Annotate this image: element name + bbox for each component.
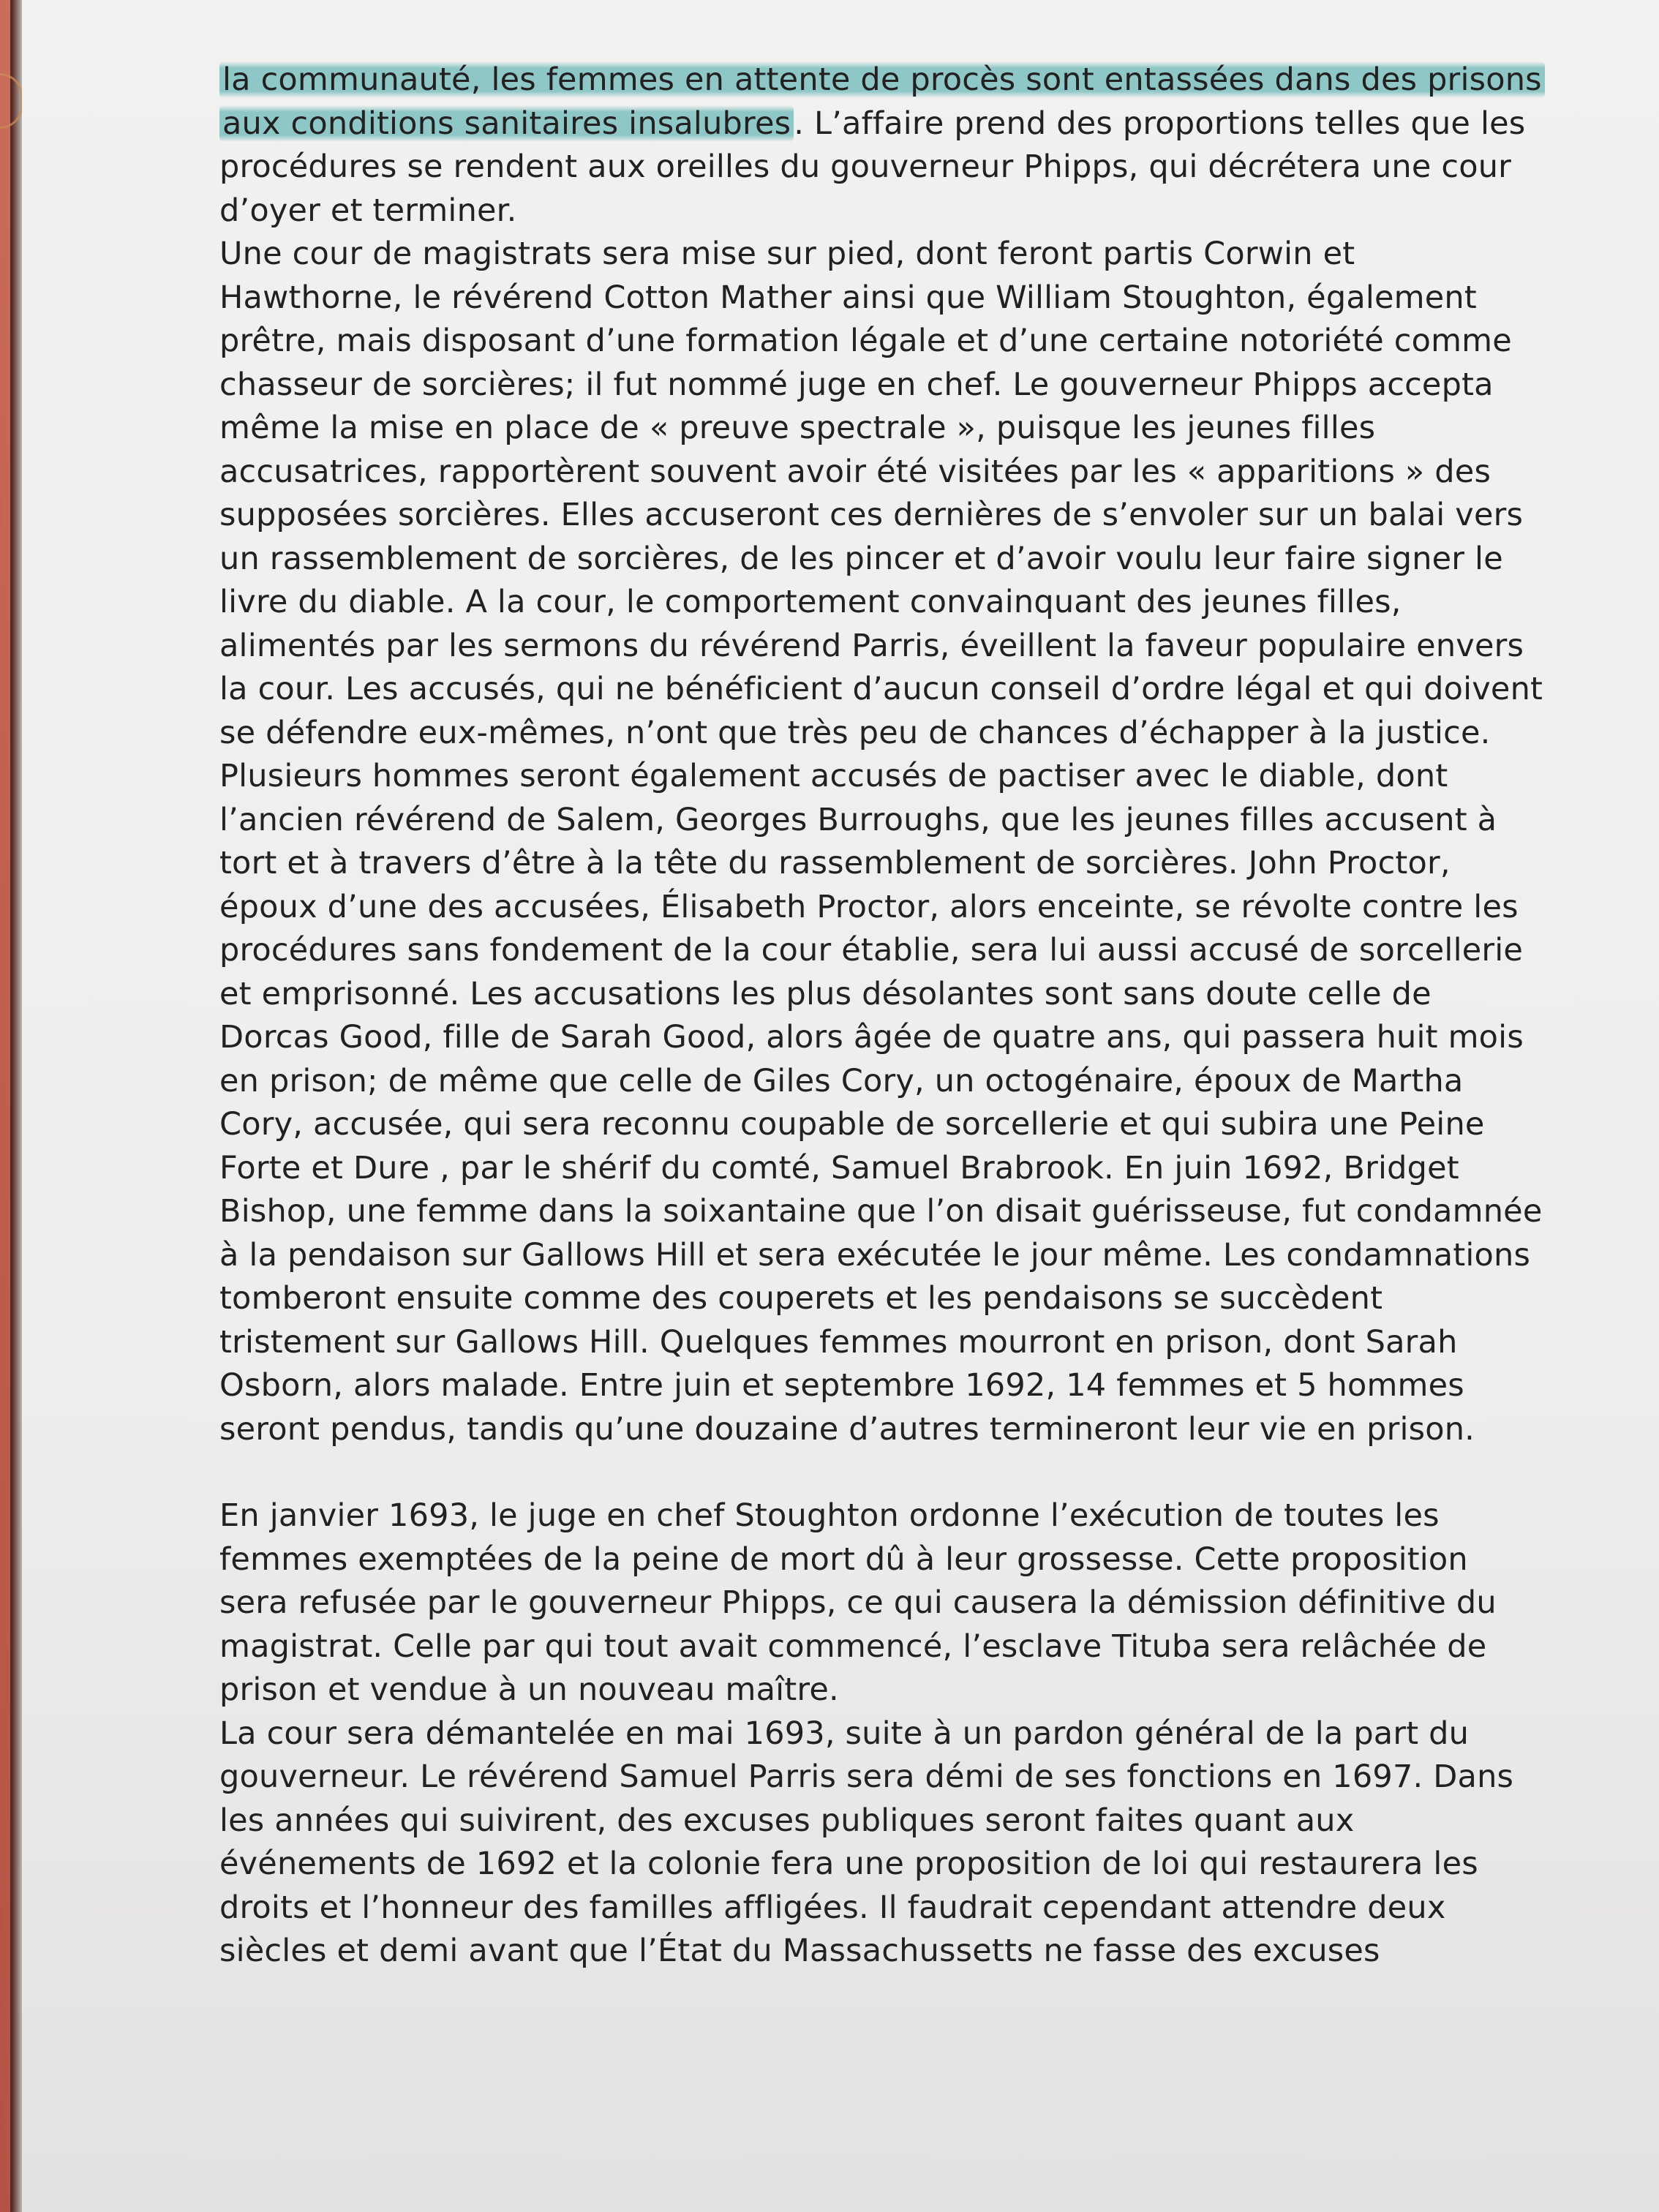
text-segment: chasseur de sorcières; il fut nommé juge en chef. Le gouverneur Phipps accepta	[219, 366, 1494, 403]
text-segment: Hawthorne, le révérend Cotton Mather ainsi que William Stoughton, également	[219, 279, 1477, 316]
paragraph	[219, 1712, 1609, 1974]
highlighted-text: aux conditions sanitaires insalubres	[219, 105, 794, 142]
text-line	[219, 538, 1609, 582]
text-line	[219, 842, 1609, 886]
text-segment: livre du diable. A la cour, le comportement convainquant des jeunes filles,	[219, 584, 1402, 620]
text-segment: gouverneur. Le révérend Samuel Parris sera démi de ses fonctions en 1697. Dans	[219, 1758, 1514, 1795]
text-line	[219, 146, 1609, 189]
text-line	[219, 102, 1609, 146]
text-segment: sera refusée par le gouverneur Phipps, ce qui causera la démission définitive du	[219, 1584, 1497, 1621]
text-line	[219, 407, 1609, 451]
text-segment: supposées sorcières. Elles accuseront ces dernières de s’envoler sur un balai vers	[219, 497, 1524, 533]
text-line	[219, 625, 1609, 669]
text-line	[219, 189, 1609, 233]
text-segment: Osborn, alors malade. Entre juin et septembre 1692, 14 femmes et 5 hommes	[219, 1367, 1464, 1404]
text-segment: Une cour de magistrats sera mise sur pied, dont feront partis Corwin et	[219, 236, 1355, 272]
text-segment: alimentés par les sermons du révérend Parris, éveillent la faveur populaire envers	[219, 627, 1524, 664]
text-line	[219, 1147, 1609, 1191]
text-line	[219, 973, 1609, 1017]
text-segment: à la pendaison sur Gallows Hill et sera exécutée le jour même. Les condamnations	[219, 1236, 1531, 1274]
text-segment: En janvier 1693, le juge en chef Stoughton ordonne l’exécution de toutes les	[219, 1497, 1440, 1534]
text-segment: Bishop, une femme dans la soixantaine que l’on disait guérisseuse, fut condamnée	[219, 1193, 1543, 1230]
text-segment: Cory, accusée, qui sera reconnu coupable de sorcellerie et qui subira une Peine	[219, 1106, 1485, 1143]
text-line	[219, 451, 1609, 494]
paragraph	[219, 1494, 1609, 1712]
text-segment: tort et à travers d’être à la tête du rassemblement de sorcières. John Proctor,	[219, 845, 1451, 881]
text-segment: même la mise en place de « preuve spectrale », puisque les jeunes filles	[219, 410, 1376, 446]
text-segment: seront pendus, tandis qu’une douzaine d’autres termineront leur vie en prison.	[219, 1410, 1475, 1448]
text-segment: magistrat. Celle par qui tout avait commencé, l’esclave Tituba sera relâchée de	[219, 1628, 1487, 1665]
text-line	[219, 1234, 1609, 1278]
text-line	[219, 1625, 1609, 1669]
text-line	[219, 494, 1609, 538]
text-line	[219, 1581, 1609, 1625]
text-line	[219, 886, 1609, 930]
text-segment: l’ancien révérend de Salem, Georges Burroughs, que les jeunes filles accusent à	[219, 801, 1497, 838]
text-line	[219, 1756, 1609, 1799]
text-line	[219, 581, 1609, 625]
text-segment: . L’affaire prend des proportions telles que les	[794, 105, 1526, 142]
paragraph	[219, 59, 1609, 233]
text-segment: prêtre, mais disposant d’une formation légale et d’une certaine notoriété comme	[219, 323, 1512, 359]
text-line	[219, 1538, 1609, 1582]
text-line	[219, 799, 1609, 843]
text-line	[219, 1060, 1609, 1104]
text-segment: d’oyer et terminer.	[219, 192, 517, 229]
text-segment: droits et l’honneur des familles affligées. Il faudrait cependant attendre deux	[219, 1889, 1446, 1926]
body-text	[219, 59, 1609, 1974]
text-line	[219, 1843, 1609, 1886]
text-segment: époux d’une des accusées, Élisabeth Proctor, alors enceinte, se révolte contre les	[219, 888, 1519, 925]
text-segment: les années qui suivirent, des excuses publiques seront faites quant aux	[219, 1802, 1355, 1839]
text-segment: se défendre eux-mêmes, n’ont que très peu de chances d’échapper à la justice.	[219, 714, 1491, 751]
text-line	[219, 320, 1609, 364]
text-segment: tomberont ensuite comme des couperets et les pendaisons se succèdent	[219, 1280, 1383, 1317]
text-segment: femmes exemptées de la peine de mort dû à leur grossesse. Cette proposition	[219, 1540, 1468, 1578]
text-line	[219, 668, 1609, 712]
text-line	[219, 1886, 1609, 1930]
text-segment: Forte et Dure , par le shérif du comté, Samuel Brabrook. En juin 1692, Bridget	[219, 1149, 1459, 1186]
text-line	[219, 1103, 1609, 1147]
text-line	[219, 1799, 1609, 1843]
text-segment: un rassemblement de sorcières, de les pincer et d’avoir voulu leur faire signer le	[219, 540, 1503, 577]
highlighted-text: la communauté, les femmes en attente de procès sont entassées dans des prisons	[219, 61, 1545, 98]
text-line	[219, 59, 1609, 102]
text-segment: siècles et demi avant que l’État du Massachussetts ne fasse des excuses	[219, 1933, 1380, 1969]
text-segment: tristement sur Gallows Hill. Quelques femmes mourront en prison, dont Sarah	[219, 1323, 1458, 1361]
text-line	[219, 1364, 1609, 1408]
text-line	[219, 1494, 1609, 1538]
text-segment: en prison; de même que celle de Giles Cory, un octogénaire, époux de Martha	[219, 1062, 1464, 1099]
text-segment: Dorcas Good, fille de Sarah Good, alors âgée de quatre ans, qui passera huit mois	[219, 1019, 1524, 1056]
text-segment: procédures se rendent aux oreilles du gouverneur Phipps, qui décrétera une cour	[219, 148, 1512, 185]
text-segment: la cour. Les accusés, qui ne bénéficient d’aucun conseil d’ordre légal et qui doivent	[219, 671, 1543, 707]
text-line	[219, 1930, 1609, 1974]
document-page	[22, 0, 1659, 2212]
text-line	[219, 1321, 1609, 1365]
text-segment: prison et vendue à un nouveau maître.	[219, 1671, 839, 1708]
text-line	[219, 1712, 1609, 1756]
paragraph	[219, 233, 1609, 1451]
text-segment: événements de 1692 et la colonie fera une proposition de loi qui restaurera les	[219, 1846, 1478, 1882]
cover-accent-stripe	[0, 0, 10, 2212]
text-segment: accusatrices, rapportèrent souvent avoir été visitées par les « apparitions » des	[219, 453, 1491, 490]
text-line	[219, 1016, 1609, 1060]
text-line	[219, 233, 1609, 276]
text-line	[219, 1408, 1609, 1452]
text-segment: procédures sans fondement de la cour établie, sera lui aussi accusé de sorcellerie	[219, 932, 1524, 968]
text-line	[219, 1190, 1609, 1234]
text-line	[219, 364, 1609, 407]
text-line	[219, 929, 1609, 973]
text-segment: La cour sera démantelée en mai 1693, suite à un pardon général de la part du	[219, 1715, 1470, 1752]
text-line	[219, 755, 1609, 799]
text-line	[219, 1277, 1609, 1321]
text-line	[219, 276, 1609, 320]
text-segment: et emprisonné. Les accusations les plus désolantes sont sans doute celle de	[219, 975, 1432, 1012]
text-line	[219, 1669, 1609, 1712]
text-line	[219, 712, 1609, 756]
text-segment: Plusieurs hommes seront également accusés de pactiser avec le diable, dont	[219, 758, 1448, 794]
